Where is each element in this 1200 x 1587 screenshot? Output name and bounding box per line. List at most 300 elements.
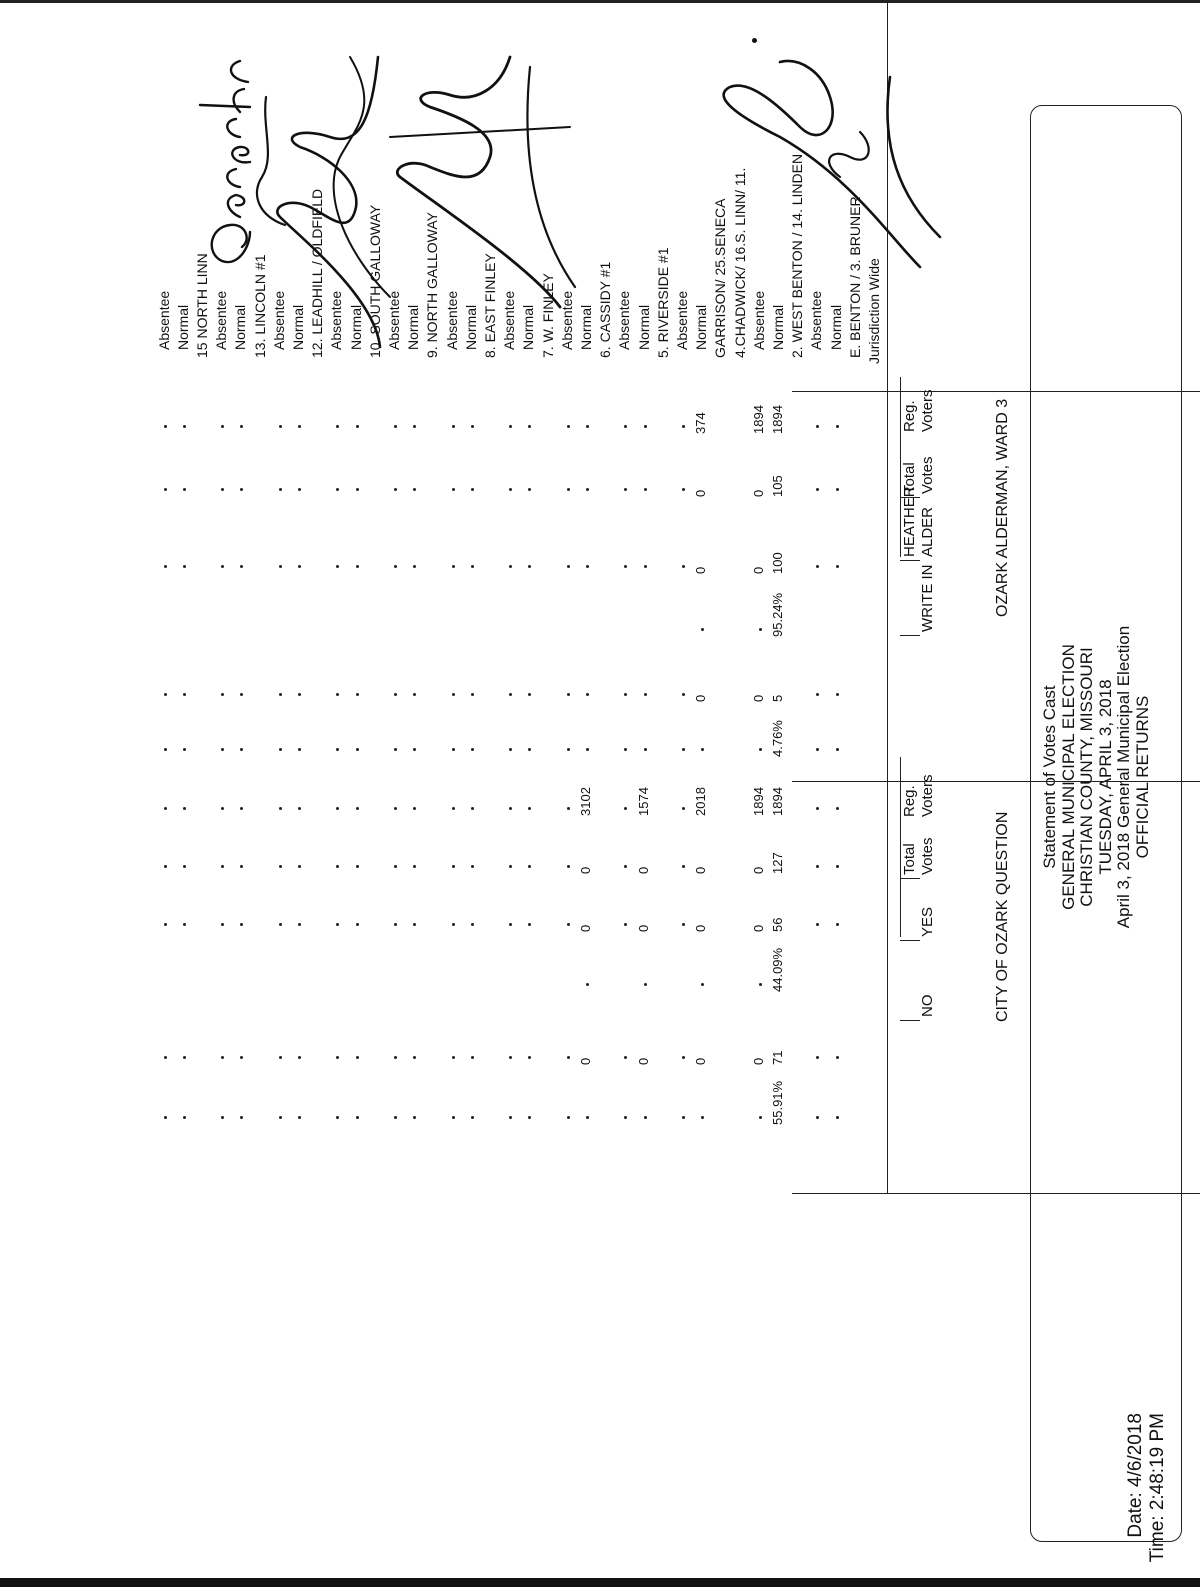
vote-type-label: Absentee	[270, 290, 287, 350]
precinct-label: 6. CASSIDY #1	[597, 261, 614, 358]
column-header-top: Reg.	[901, 400, 918, 432]
placeholder-dot	[701, 1116, 704, 1119]
vote-type-label: Normal	[693, 304, 710, 350]
placeholder-dot	[298, 425, 301, 428]
vote-cell: 1894	[770, 787, 785, 816]
vote-cell: 0	[578, 866, 593, 874]
placeholder-dot	[452, 488, 455, 491]
column-header-divider	[900, 878, 920, 879]
placeholder-dot	[183, 807, 186, 810]
placeholder-dot	[452, 1116, 455, 1119]
placeholder-dot	[509, 923, 512, 926]
placeholder-dot	[413, 865, 416, 868]
vote-cell: 0	[693, 566, 709, 574]
column-header-divider	[900, 1020, 920, 1021]
placeholder-dot	[509, 1056, 512, 1059]
vote-cell: 95.24%	[770, 592, 785, 637]
placeholder-dot	[836, 807, 839, 810]
placeholder-dot	[164, 565, 167, 568]
placeholder-dot	[279, 693, 282, 696]
column-header: Voters	[919, 774, 936, 817]
placeholder-dot	[644, 748, 647, 751]
placeholder-dot	[298, 865, 301, 868]
placeholder-dot	[471, 425, 474, 428]
vote-cell: 0	[635, 1057, 651, 1065]
title-line-4: TUESDAY, APRIL 3, 2018	[1095, 679, 1115, 875]
placeholder-dot	[336, 565, 339, 568]
placeholder-dot	[221, 425, 224, 428]
vote-type-label: Absentee	[155, 290, 172, 350]
placeholder-dot	[356, 865, 359, 868]
placeholder-dot	[298, 1116, 301, 1119]
precinct-label: 15 NORTH LINN	[194, 253, 210, 358]
vote-type-label: Normal	[347, 304, 364, 350]
placeholder-dot	[221, 865, 224, 868]
placeholder-dot	[221, 807, 224, 810]
placeholder-dot	[624, 748, 627, 751]
column-header: YES	[919, 906, 936, 937]
placeholder-dot	[240, 1056, 243, 1059]
placeholder-dot	[452, 807, 455, 810]
placeholder-dot	[836, 488, 839, 491]
vote-type-label: Normal	[462, 304, 479, 350]
placeholder-dot	[164, 1116, 167, 1119]
vote-cell: 44.09%	[770, 947, 785, 992]
vote-cell: 0	[750, 566, 766, 574]
placeholder-dot	[336, 425, 339, 428]
placeholder-dot	[279, 1116, 282, 1119]
placeholder-dot	[701, 628, 704, 631]
precinct-label: GARRISON/ 25.SENECA	[712, 198, 729, 358]
contest-title: OZARK ALDERMAN, WARD 3	[994, 398, 1011, 617]
placeholder-dot	[298, 693, 301, 696]
placeholder-dot	[394, 807, 397, 810]
placeholder-dot	[298, 748, 301, 751]
placeholder-dot	[221, 923, 224, 926]
placeholder-dot	[509, 693, 512, 696]
placeholder-dot	[394, 1116, 397, 1119]
vote-cell: 0	[578, 924, 593, 932]
signature-2	[260, 37, 400, 357]
placeholder-dot	[183, 488, 186, 491]
placeholder-dot	[586, 565, 589, 568]
vote-cell: 0	[750, 924, 766, 932]
vote-type-label: Normal	[174, 304, 191, 350]
placeholder-dot	[183, 1056, 186, 1059]
placeholder-dot	[394, 865, 397, 868]
placeholder-dot	[528, 1056, 531, 1059]
placeholder-dot	[336, 1056, 339, 1059]
placeholder-dot	[164, 865, 167, 868]
placeholder-dot	[164, 923, 167, 926]
vote-cell: 4.76%	[770, 720, 785, 757]
placeholder-dot	[471, 807, 474, 810]
placeholder-dot	[298, 807, 301, 810]
placeholder-dot	[221, 1056, 224, 1059]
placeholder-dot	[644, 1116, 647, 1119]
placeholder-dot	[816, 1116, 819, 1119]
placeholder-dot	[586, 693, 589, 696]
vote-cell: 374	[693, 412, 709, 434]
placeholder-dot	[759, 983, 762, 986]
column-header-top: Total	[901, 843, 918, 875]
precinct-label: 9. NORTH GALLOWAY	[424, 212, 441, 358]
contest-divider-right	[792, 391, 1200, 392]
placeholder-dot	[816, 425, 819, 428]
vote-cell: 3102	[578, 787, 593, 816]
placeholder-dot	[356, 693, 359, 696]
placeholder-dot	[567, 693, 570, 696]
placeholder-dot	[336, 807, 339, 810]
column-header: Votes	[919, 456, 936, 494]
placeholder-dot	[567, 865, 570, 868]
placeholder-dot	[644, 425, 647, 428]
precinct-label: 5. RIVERSIDE #1	[654, 247, 671, 358]
placeholder-dot	[336, 488, 339, 491]
report-time: Time: 2:48:19 PM	[1147, 1413, 1168, 1563]
contest-title: CITY OF OZARK QUESTION	[994, 811, 1011, 1022]
placeholder-dot	[836, 565, 839, 568]
placeholder-dot	[586, 1116, 589, 1119]
placeholder-dot	[240, 693, 243, 696]
placeholder-dot	[413, 565, 416, 568]
vote-cell: 0	[635, 924, 651, 932]
column-header: NO	[919, 994, 936, 1017]
vote-type-label: Absentee	[328, 290, 345, 350]
vote-type-label: Normal	[635, 304, 652, 350]
column-header-top: Total	[901, 462, 918, 494]
placeholder-dot	[394, 565, 397, 568]
placeholder-dot	[356, 807, 359, 810]
placeholder-dot	[816, 865, 819, 868]
placeholder-dot	[586, 983, 589, 986]
placeholder-dot	[164, 693, 167, 696]
placeholder-dot	[279, 923, 282, 926]
placeholder-dot	[528, 865, 531, 868]
vote-type-label: Absentee	[808, 290, 825, 350]
precinct-label: 2. WEST BENTON / 14. LINDEN	[789, 153, 806, 358]
placeholder-dot	[836, 693, 839, 696]
placeholder-dot	[528, 425, 531, 428]
placeholder-dot	[701, 983, 704, 986]
placeholder-dot	[816, 748, 819, 751]
signature-1	[0, 47, 300, 287]
title-line-2: GENERAL MUNICIPAL ELECTION	[1058, 644, 1078, 910]
placeholder-dot	[413, 425, 416, 428]
placeholder-dot	[164, 807, 167, 810]
placeholder-dot	[279, 565, 282, 568]
placeholder-dot	[452, 425, 455, 428]
placeholder-dot	[586, 488, 589, 491]
placeholder-dot	[567, 748, 570, 751]
placeholder-dot	[221, 488, 224, 491]
signature-3	[380, 47, 580, 327]
placeholder-dot	[567, 425, 570, 428]
placeholder-dot	[471, 1056, 474, 1059]
placeholder-dot	[336, 693, 339, 696]
placeholder-dot	[279, 425, 282, 428]
placeholder-dot	[394, 923, 397, 926]
placeholder-dot	[279, 748, 282, 751]
column-header-divider	[900, 635, 920, 636]
vote-type-label: Normal	[290, 304, 306, 350]
vote-cell: 0	[578, 1057, 593, 1065]
placeholder-dot	[509, 748, 512, 751]
vote-cell: 71	[770, 1050, 785, 1065]
placeholder-dot	[413, 748, 416, 751]
placeholder-dot	[682, 748, 685, 751]
column-header: ALDER	[919, 506, 936, 557]
vote-cell: 0	[693, 489, 709, 497]
placeholder-dot	[356, 1116, 359, 1119]
placeholder-dot	[624, 923, 627, 926]
placeholder-dot	[816, 488, 819, 491]
placeholder-dot	[528, 488, 531, 491]
vote-type-label: Normal	[578, 304, 594, 350]
placeholder-dot	[240, 425, 243, 428]
placeholder-dot	[413, 693, 416, 696]
precinct-label: 4.CHADWICK/ 16.S. LINN/ 11.	[731, 167, 748, 358]
vote-cell: 0	[750, 694, 766, 702]
placeholder-dot	[682, 923, 685, 926]
vote-type-label: Normal	[770, 304, 786, 350]
placeholder-dot	[356, 565, 359, 568]
vote-type-label: Normal	[232, 304, 249, 350]
placeholder-dot	[836, 865, 839, 868]
placeholder-dot	[394, 488, 397, 491]
placeholder-dot	[183, 923, 186, 926]
vote-type-label: Absentee	[443, 290, 460, 350]
placeholder-dot	[682, 1056, 685, 1059]
vote-cell: 0	[693, 1057, 709, 1065]
placeholder-dot	[279, 807, 282, 810]
placeholder-dot	[471, 748, 474, 751]
placeholder-dot	[509, 807, 512, 810]
placeholder-dot	[413, 807, 416, 810]
placeholder-dot	[816, 693, 819, 696]
placeholder-dot	[759, 748, 762, 751]
vote-type-label: Normal	[827, 304, 844, 350]
vote-cell: 1894	[770, 405, 785, 434]
vote-cell: 100	[770, 552, 785, 574]
placeholder-dot	[452, 1056, 455, 1059]
vote-cell: 1894	[750, 405, 766, 434]
placeholder-dot	[586, 425, 589, 428]
title-line-3: CHRISTIAN COUNTY, MISSOURI	[1077, 647, 1096, 907]
precinct-label: 8. EAST FINLEY	[482, 253, 498, 358]
placeholder-dot	[816, 923, 819, 926]
vote-cell: 0	[750, 1057, 766, 1065]
precinct-label: 7. W. FINLEY	[539, 273, 556, 358]
placeholder-dot	[240, 748, 243, 751]
vote-cell: 0	[693, 924, 709, 932]
placeholder-dot	[509, 425, 512, 428]
placeholder-dot	[816, 1056, 819, 1059]
placeholder-dot	[682, 488, 685, 491]
placeholder-dot	[394, 693, 397, 696]
placeholder-dot	[586, 748, 589, 751]
placeholder-dot	[336, 1116, 339, 1119]
placeholder-dot	[452, 923, 455, 926]
placeholder-dot	[240, 923, 243, 926]
placeholder-dot	[164, 1056, 167, 1059]
placeholder-dot	[509, 1116, 512, 1119]
placeholder-dot	[836, 425, 839, 428]
vote-cell: 55.91%	[770, 1080, 785, 1125]
placeholder-dot	[356, 1056, 359, 1059]
placeholder-dot	[240, 865, 243, 868]
placeholder-dot	[413, 923, 416, 926]
placeholder-dot	[644, 565, 647, 568]
column-header: Voters	[919, 389, 936, 432]
placeholder-dot	[164, 425, 167, 428]
placeholder-dot	[701, 748, 704, 751]
vote-cell: 5	[770, 694, 785, 702]
placeholder-dot	[528, 565, 531, 568]
placeholder-dot	[759, 628, 762, 631]
column-header-underline	[900, 377, 901, 557]
placeholder-dot	[298, 488, 301, 491]
placeholder-dot	[682, 1116, 685, 1119]
placeholder-dot	[394, 748, 397, 751]
placeholder-dot	[356, 425, 359, 428]
column-header-top: Reg.	[901, 785, 918, 817]
placeholder-dot	[682, 807, 685, 810]
placeholder-dot	[183, 565, 186, 568]
placeholder-dot	[452, 865, 455, 868]
column-header-underline	[900, 757, 901, 937]
placeholder-dot	[183, 1116, 186, 1119]
placeholder-dot	[644, 488, 647, 491]
placeholder-dot	[567, 488, 570, 491]
vote-type-label: Absentee	[616, 290, 633, 350]
placeholder-dot	[624, 565, 627, 568]
vote-type-label: Absentee	[558, 290, 575, 350]
placeholder-dot	[624, 693, 627, 696]
placeholder-dot	[624, 865, 627, 868]
precinct-label: E. BENTON / 3. BRUNER	[846, 196, 863, 358]
placeholder-dot	[298, 923, 301, 926]
placeholder-dot	[567, 1116, 570, 1119]
vote-type-label: Absentee	[501, 290, 518, 350]
placeholder-dot	[836, 1116, 839, 1119]
placeholder-dot	[183, 425, 186, 428]
column-header-top: HEATHER	[901, 486, 918, 557]
placeholder-dot	[183, 865, 186, 868]
placeholder-dot	[394, 1056, 397, 1059]
placeholder-dot	[624, 1056, 627, 1059]
placeholder-dot	[624, 807, 627, 810]
vote-type-label: Normal	[405, 304, 422, 350]
placeholder-dot	[567, 923, 570, 926]
placeholder-dot	[471, 865, 474, 868]
placeholder-dot	[356, 488, 359, 491]
vote-cell: 0	[635, 866, 651, 874]
column-header-divider	[900, 560, 920, 561]
placeholder-dot	[298, 565, 301, 568]
contest-divider-left	[792, 1193, 1200, 1194]
placeholder-dot	[240, 1116, 243, 1119]
placeholder-dot	[471, 488, 474, 491]
placeholder-dot	[836, 1056, 839, 1059]
vote-cell: 0	[750, 489, 766, 497]
placeholder-dot	[624, 488, 627, 491]
vote-cell: 127	[770, 852, 785, 874]
placeholder-dot	[567, 1056, 570, 1059]
placeholder-dot	[528, 693, 531, 696]
vote-type-label: Absentee	[674, 290, 690, 350]
placeholder-dot	[624, 1116, 627, 1119]
placeholder-dot	[644, 693, 647, 696]
placeholder-dot	[836, 748, 839, 751]
column-header-divider	[900, 940, 920, 941]
placeholder-dot	[759, 1116, 762, 1119]
vote-cell: 0	[693, 694, 709, 702]
placeholder-dot	[394, 425, 397, 428]
vote-type-label: Normal	[520, 304, 537, 350]
placeholder-dot	[413, 1116, 416, 1119]
placeholder-dot	[183, 748, 186, 751]
placeholder-dot	[356, 748, 359, 751]
placeholder-dot	[336, 748, 339, 751]
placeholder-dot	[413, 1056, 416, 1059]
vote-type-label: Absentee	[750, 290, 767, 350]
placeholder-dot	[279, 488, 282, 491]
vote-type-label: Absentee	[213, 290, 230, 350]
placeholder-dot	[471, 1116, 474, 1119]
placeholder-dot	[682, 565, 685, 568]
vote-cell: 1574	[635, 787, 651, 816]
placeholder-dot	[682, 425, 685, 428]
placeholder-dot	[221, 565, 224, 568]
vote-type-label: Absentee	[386, 290, 402, 350]
placeholder-dot	[452, 693, 455, 696]
placeholder-dot	[528, 807, 531, 810]
vote-cell: 2018	[693, 787, 709, 816]
title-line-1: Statement of Votes Cast	[1040, 685, 1059, 869]
precinct-label: 13. LINCOLN #1	[251, 254, 268, 358]
placeholder-dot	[567, 807, 570, 810]
placeholder-dot	[452, 748, 455, 751]
column-header: Votes	[919, 837, 936, 875]
placeholder-dot	[816, 565, 819, 568]
placeholder-dot	[336, 865, 339, 868]
placeholder-dot	[836, 923, 839, 926]
placeholder-dot	[336, 923, 339, 926]
placeholder-dot	[164, 748, 167, 751]
signature-4	[690, 47, 950, 297]
placeholder-dot	[509, 488, 512, 491]
vote-cell: 56	[770, 917, 785, 932]
placeholder-dot	[221, 748, 224, 751]
placeholder-dot	[509, 565, 512, 568]
placeholder-dot	[528, 1116, 531, 1119]
placeholder-dot	[240, 565, 243, 568]
placeholder-dot	[682, 865, 685, 868]
vote-cell: 1894	[750, 787, 766, 816]
vote-cell: 0	[750, 866, 766, 874]
placeholder-dot	[816, 807, 819, 810]
placeholder-dot	[164, 488, 167, 491]
placeholder-dot	[644, 983, 647, 986]
placeholder-dot	[183, 693, 186, 696]
placeholder-dot	[240, 807, 243, 810]
title-line-6: OFFICIAL RETURNS	[1132, 695, 1152, 859]
placeholder-dot	[471, 565, 474, 568]
placeholder-dot	[682, 693, 685, 696]
contest-divider-mid	[792, 781, 1200, 782]
placeholder-dot	[567, 565, 570, 568]
